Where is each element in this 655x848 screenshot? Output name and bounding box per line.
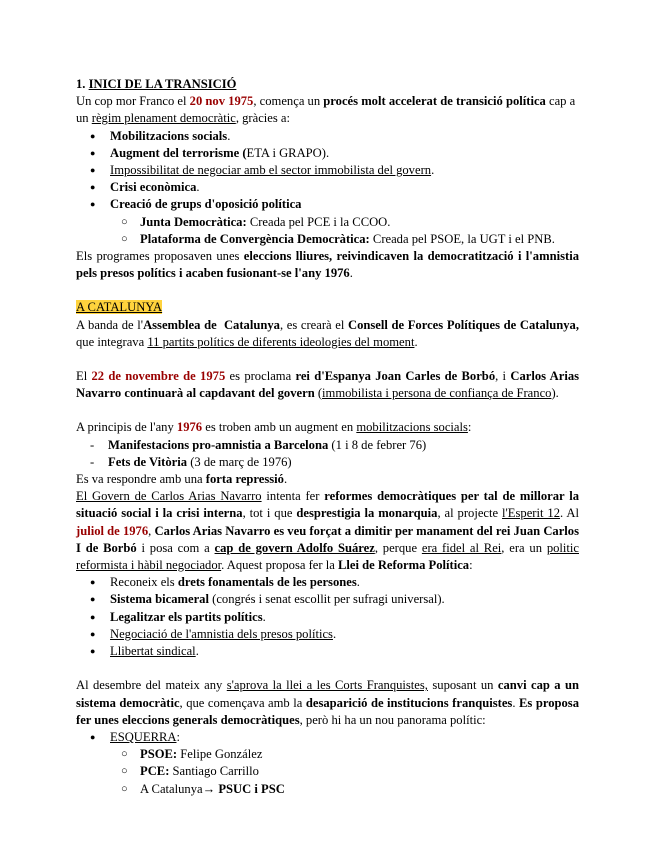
text: ETA i GRAPO).: [246, 145, 330, 160]
spacer: [76, 282, 579, 299]
bold-underlined-text: cap de govern Adolfo Suárez: [214, 540, 375, 555]
list-item: [110, 574, 579, 591]
text: ,: [148, 523, 155, 538]
bold-text: PSOE:: [140, 747, 178, 762]
text: :: [176, 729, 180, 744]
subsection-heading: [76, 299, 579, 316]
text: :: [469, 558, 473, 573]
causes-list: [76, 128, 579, 248]
text: (congrés i senat escollit per sufragi universal).: [208, 592, 445, 607]
bold-text: Fets de Vitòria: [108, 454, 188, 469]
programs-paragraph: [76, 248, 579, 282]
text: :: [467, 420, 472, 435]
text: Un cop mor Franco el: [76, 94, 190, 109]
text: Reconeix els: [110, 575, 178, 590]
bold-text: forta repressió: [205, 472, 284, 487]
mobilizations-list: [76, 437, 579, 471]
text: que integrava: [76, 334, 148, 349]
arrow-icon: →: [202, 781, 216, 796]
bold-text: drets fonamentals de les persones: [177, 575, 357, 590]
bold-text: Crisi econòmica: [110, 180, 197, 195]
bold-text: Carlos Arias Navarro es veu forçat a dimitir per manament del rei Juan Carlos I de Borbó: [76, 523, 580, 555]
bold-text: Creació de grups d'oposició política: [110, 197, 302, 212]
bold-text: Junta Democràtica:: [140, 214, 247, 229]
list-item: [110, 729, 579, 798]
spacer: [76, 660, 579, 677]
bold-text: Consell de Forces Polítiques de Catalunya,: [347, 317, 580, 332]
text: A banda de l': [76, 317, 144, 332]
date-highlight: 22 de novembre de 1975: [91, 369, 226, 384]
text: , que començava amb la: [179, 695, 306, 710]
bold-text: Sistema bicameral: [110, 592, 209, 607]
list-item: [110, 162, 579, 179]
text: .: [195, 644, 199, 659]
bold-text: procés molt accelerat de transició política: [323, 94, 546, 109]
catalunya-heading: A CATALUNYA: [76, 300, 163, 315]
text: intenta fer: [261, 489, 325, 504]
heading-title: INICI DE LA TRANSICIÓ: [88, 77, 237, 91]
underlined-text: politic reformista i hàbil negociador: [76, 540, 579, 573]
text: (1 i 8 de febrer 76): [328, 437, 427, 452]
underlined-text: 11 partits polítics de diferents ideologies del moment: [147, 334, 415, 349]
december-paragraph: [76, 677, 579, 729]
underlined-text: Negociació de l'amnistia dels presos polítics: [110, 626, 333, 641]
bold-text: Legalitzar els partits polítics: [110, 609, 263, 624]
text: es troben amb un augment en: [202, 420, 357, 435]
underlined-text: immobilista i persona de confiança de Franco: [322, 386, 552, 401]
text: Al desembre del mateix any: [76, 678, 227, 693]
text: . Aquest proposa fer la: [221, 558, 338, 573]
spacer: [76, 351, 579, 368]
text: .: [332, 626, 337, 641]
bold-text: canvi cap a un sistema democràtic: [76, 678, 579, 710]
text: , i: [495, 369, 511, 384]
bold-text: Es proposa fer unes eleccions generals democràtiques: [76, 695, 579, 727]
bold-text: reformes democràtiques per tal de millorar la situació social i la crisi interna: [76, 489, 579, 521]
underlined-text: El Govern de Carlos Arias Navarro: [76, 489, 262, 504]
text: Creada pel PCE i la CCOO.: [246, 214, 391, 229]
document-page: [76, 76, 579, 798]
text: , comença un: [253, 94, 324, 109]
text: suposant un: [427, 678, 498, 693]
catalunya-paragraph: [76, 317, 579, 351]
text: Santiago Carrillo: [169, 764, 259, 779]
date-highlight: 20 nov 1975: [189, 94, 254, 109]
reform-paragraph: [76, 488, 579, 574]
bold-text: Manifestacions pro-amnistia a Barcelona: [108, 437, 329, 452]
bold-text: rei d'Espanya Joan Carles de Borbó: [295, 369, 496, 384]
text: .: [356, 575, 360, 590]
text: El: [76, 369, 92, 384]
list-item: [140, 214, 579, 231]
section-heading: [76, 76, 579, 93]
text: , gràcies a:: [235, 111, 291, 126]
text: Els programes proposaven unes: [76, 249, 244, 264]
list-item: [140, 746, 579, 763]
text: A Catalunya: [140, 781, 203, 796]
text: .: [227, 128, 231, 143]
bold-text: desaparició de institucions franquistes: [305, 695, 513, 710]
bold-text: desprestigia la monarquia: [296, 506, 438, 521]
king-paragraph: [76, 368, 579, 402]
text: .: [196, 180, 200, 195]
bold-text: Mobilitzacions socials: [110, 128, 228, 143]
text: es proclama: [225, 369, 296, 384]
bold-text: PCE:: [140, 764, 170, 779]
text: , al projecte: [437, 506, 503, 521]
text: , però hi ha un nou panorama polític:: [299, 712, 486, 727]
intro-paragraph: [76, 93, 579, 127]
bold-text: Plataforma de Convergència Democràtica:: [140, 231, 370, 246]
text: .: [414, 334, 418, 349]
date-highlight: 1976: [176, 420, 203, 435]
list-item: [110, 179, 579, 196]
year-1976-paragraph: [76, 419, 579, 436]
list-item: [110, 591, 579, 608]
text: i posa com a: [136, 540, 215, 555]
list-item: [108, 454, 579, 471]
reform-law-list: [76, 574, 579, 660]
repression-paragraph: [76, 471, 579, 488]
bold-text: Carlos Arias Navarro continuarà al capdavant del govern: [76, 369, 580, 401]
underlined-text: mobilitzacions socials: [356, 420, 468, 435]
spacer: [76, 402, 579, 419]
list-item: [108, 437, 579, 454]
list-item: [110, 643, 579, 660]
text: . Al: [560, 506, 579, 521]
bold-text: PSUC i PSC: [215, 781, 285, 796]
underlined-text: era fidel al Rei: [421, 540, 502, 555]
opposition-sublist: [110, 214, 579, 248]
text: Felipe González: [177, 747, 263, 762]
list-item: [110, 196, 579, 248]
underlined-text: Impossibilitat de negociar amb el sector immobilista del govern: [110, 163, 432, 178]
underlined-text: s'aprova la llei a les Corts Franquistes,: [226, 678, 428, 693]
text: .: [283, 472, 288, 487]
text: (3 de març de 1976): [187, 454, 292, 469]
underlined-text: ESQUERRA: [110, 729, 177, 744]
text: cap a un: [76, 94, 576, 126]
text: , es crearà el: [279, 317, 348, 332]
underlined-text: Llibertat sindical: [110, 644, 196, 659]
text: , era un: [501, 540, 547, 555]
parties-sublist: [110, 746, 579, 798]
text: (: [314, 386, 323, 401]
text: Creada pel PSOE, la UGT i el PNB.: [369, 231, 555, 246]
list-item: [110, 609, 579, 626]
date-highlight: juliol de 1976: [76, 523, 149, 538]
text: Es va respondre amb una: [76, 472, 206, 487]
text: .: [349, 266, 353, 281]
left-parties-list: [76, 729, 579, 798]
bold-text: eleccions lliures, reivindicaven la democratització i l'amnistia pels presos polítics i acaben fusionant-se l'any 1976: [76, 249, 579, 281]
list-item: [140, 231, 579, 248]
list-item: [110, 128, 579, 145]
list-item: [110, 145, 579, 162]
text: .: [262, 609, 266, 624]
text: A principis de l'any: [76, 420, 177, 435]
underlined-text: règim plenament democràtic: [91, 111, 236, 126]
text: , perque: [374, 540, 422, 555]
text: .: [431, 163, 435, 178]
underlined-text: l'Esperit 12: [502, 506, 560, 521]
bold-text: Augment del terrorisme (: [110, 145, 247, 160]
bold-text: Llei de Reforma Política: [337, 558, 470, 573]
text: .: [512, 695, 520, 710]
text: ).: [551, 386, 559, 401]
heading-number: 1.: [76, 77, 86, 91]
bold-text: Assemblea de Catalunya: [143, 317, 280, 332]
list-item: [140, 763, 579, 780]
text: , tot i que: [242, 506, 297, 521]
list-item: [140, 781, 579, 798]
list-item: [110, 626, 579, 643]
